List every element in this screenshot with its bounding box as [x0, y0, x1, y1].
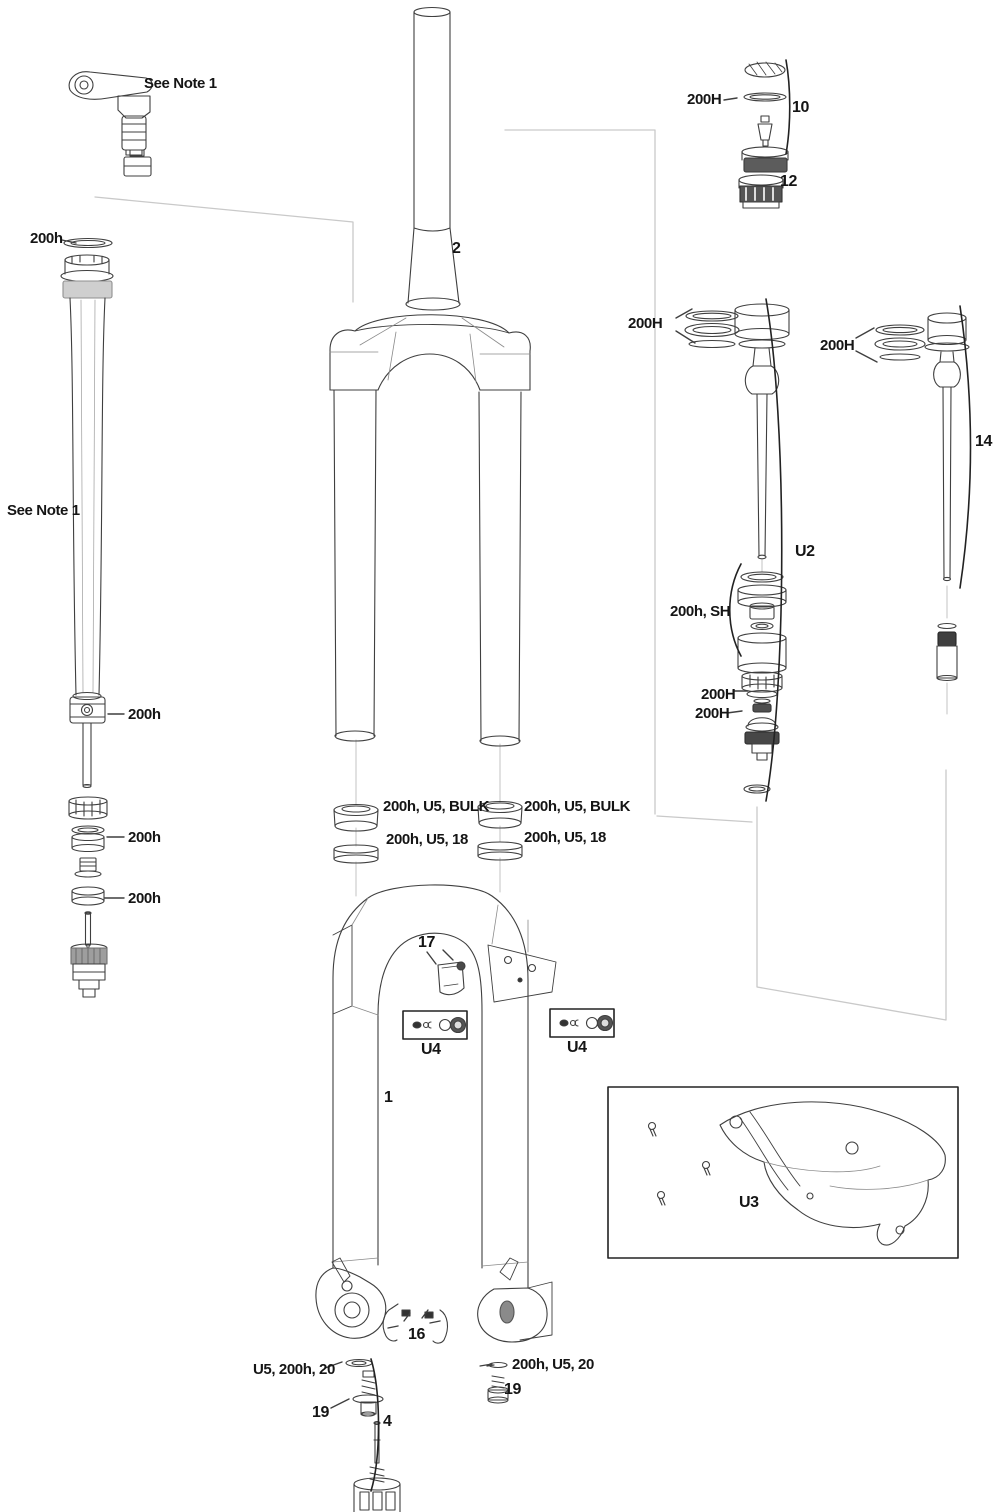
label-u3-kit: U3 [739, 1194, 759, 1211]
fender [720, 1102, 945, 1245]
label-air-top-oring: 200h [30, 230, 63, 247]
label-comp-washer: 200h, U5, 20 [512, 1356, 594, 1373]
label-air-shaft-clamp: 200h [128, 706, 161, 723]
label-foam-left: 200h, U5, 18 [386, 831, 468, 848]
label-axle-clips-item: 16 [408, 1326, 425, 1343]
label-damper-seal-a: 200H [701, 686, 736, 703]
u4-kit-right [550, 1009, 614, 1037]
label-air-seal-lower: 200h [128, 890, 161, 907]
label-damper-seals-right: 200H [820, 337, 855, 354]
label-lowers-item: 1 [384, 1089, 393, 1106]
label-wiper-right: 200h, U5, BULK [524, 798, 631, 815]
label-remote-note: See Note 1 [144, 75, 217, 92]
fender-screws [649, 1123, 711, 1206]
label-rebound-washer: U5, 200h, 20 [253, 1361, 335, 1378]
label-foam-right: 200h, U5, 18 [524, 829, 606, 846]
label-damper-shaft-group: 200h, SH [670, 603, 731, 620]
label-topcap-seal: 200H [687, 91, 722, 108]
fender-bolt-part [427, 950, 465, 995]
damper-mid-column [676, 299, 789, 801]
label-rebound-bolt-item: 19 [312, 1404, 329, 1421]
label-damper-bracket-right: 14 [975, 433, 992, 450]
label-rebound-bracket: 4 [383, 1413, 392, 1430]
u3-kit-box [608, 1087, 958, 1258]
label-damper-kit-mid: U2 [795, 543, 815, 560]
label-air-seal-upper: 200h [128, 829, 161, 846]
label-topcap-bracket: 10 [792, 99, 809, 116]
lower-legs [316, 885, 556, 1342]
label-fender-bolt-item: 17 [418, 934, 435, 951]
label-wiper-left: 200h, U5, BULK [383, 798, 490, 815]
label-airspring-note: See Note 1 [7, 502, 80, 519]
damper-right-column [856, 306, 971, 681]
label-u4-kit-right: U4 [567, 1039, 587, 1056]
label-topcap-knob: 12 [780, 173, 797, 190]
label-csu-item: 2 [452, 240, 461, 257]
u4-kit-left [403, 1011, 467, 1039]
csu-crown-steerer [330, 8, 530, 747]
label-damper-seals-mid: 200H [628, 315, 663, 332]
remote-lever-assembly [69, 72, 152, 176]
label-comp-bolt-item: 19 [504, 1381, 521, 1398]
rebound-adjuster-assembly [325, 1359, 400, 1512]
label-damper-seal-b: 200H [695, 705, 730, 722]
label-u4-kit-left: U4 [421, 1041, 441, 1058]
air-spring-assembly [61, 239, 124, 998]
